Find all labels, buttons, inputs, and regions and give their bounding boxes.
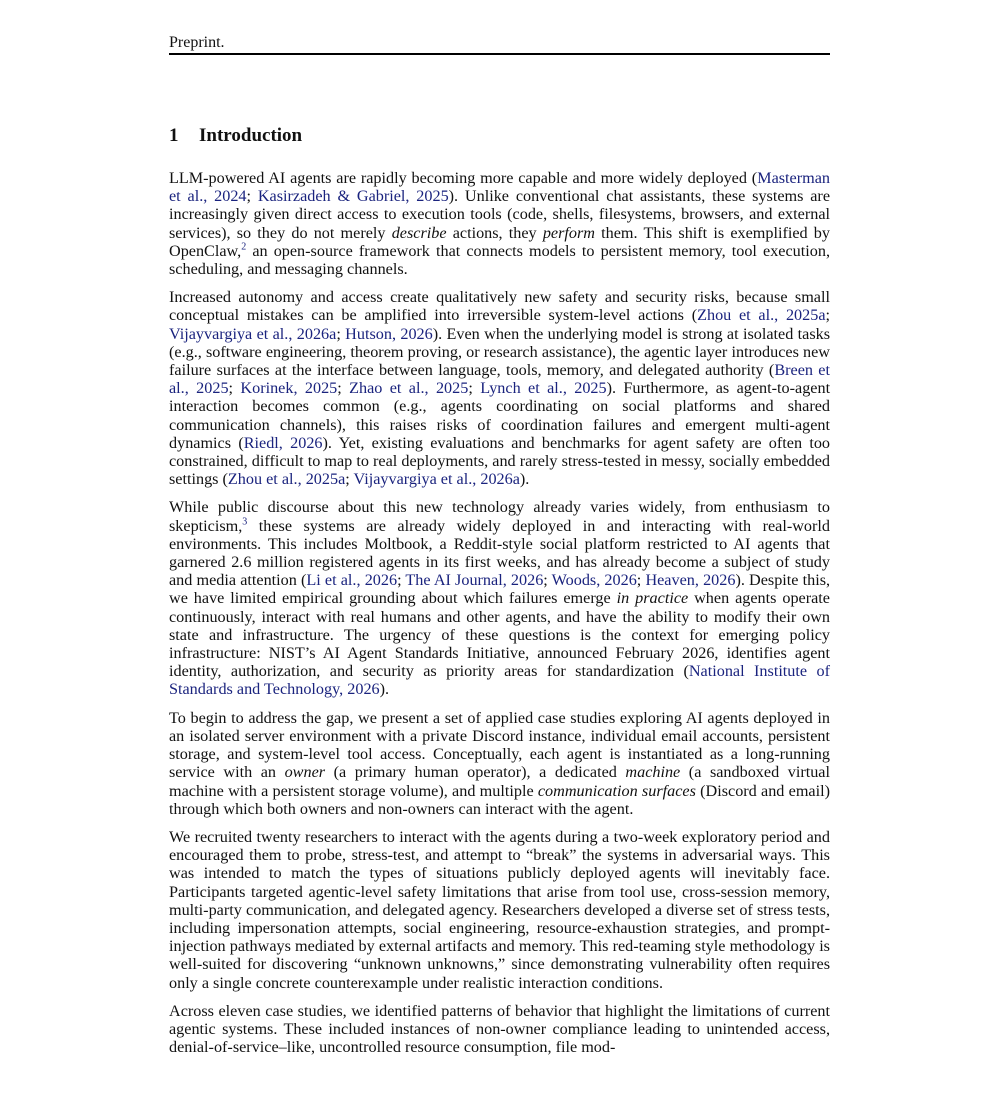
citation-link[interactable]: Vijayvargiya et al., 2026a xyxy=(169,324,337,343)
citation-link[interactable]: Zhao et al., 2025 xyxy=(349,379,469,398)
text-run: ). Yet, existing evaluations and benchmarks for agent safety are often too constrained, difficult to map to real deployments, and rarely stress-tested in messy, socially embedded settings ( xyxy=(169,433,831,489)
citation-link[interactable]: Breen et al., 2025 xyxy=(169,361,830,398)
citation-link[interactable]: National Institute of Standards and Technology, 2026 xyxy=(169,662,831,699)
citation-link[interactable]: Vijayvargiya et al., 2026a xyxy=(353,470,520,489)
citation-link[interactable]: Li et al., 2026 xyxy=(306,571,398,590)
citation-link[interactable]: Zhou et al., 2025a xyxy=(227,470,346,489)
citation-link[interactable]: Korinek, 2025 xyxy=(240,379,338,398)
text-run: ). xyxy=(379,680,390,699)
citation-link[interactable]: Lynch et al., 2025 xyxy=(480,379,607,398)
text-run: Increased autonomy and access create qualitatively new safety and security risks, because small conceptual mistakes can be amplified into irreversible system-level actions ( xyxy=(169,288,830,325)
text-run: (a primary human operator), a dedicated xyxy=(325,763,626,782)
text-run: ). Furthermore, as agent-to-agent interaction becomes common (e.g., agents coordinating on social platforms and shared communication channels), this raises risks of coordination failures and emergent multi-agent dynamics ( xyxy=(169,379,831,452)
text-run: these systems are already widely deployed in and interacting with real-world environments. This includes Moltbook, a Reddit-style social platform restricted to AI agents that garnered 2.6 million registered agents in its first weeks, and has already become a subject of study and media attention ( xyxy=(169,516,830,590)
emphasis: perform xyxy=(542,223,595,242)
section-number: 1 xyxy=(169,125,179,146)
text-run: them. This shift is exemplified by OpenClaw, xyxy=(169,223,830,260)
citation-link[interactable]: Kasirzadeh & Gabriel, 2025 xyxy=(257,187,449,206)
header-rule xyxy=(169,53,830,55)
emphasis: owner xyxy=(284,763,326,782)
section-heading xyxy=(169,125,302,147)
text-run: ). xyxy=(519,470,530,489)
citation-link[interactable]: Masterman et al., 2024 xyxy=(169,169,830,206)
paragraph-6: Across eleven case studies, we identified patterns of behavior that highlight the limitations of current agentic systems. These included instances of non-owner compliance leading to unintended access, denial-of-service–like, uncontrolled resource consumption, file mod- xyxy=(169,1001,830,1057)
paragraph-3: While public discourse about this new technology already varies widely, from enthusiasm to skepticism,$^3$ these systems are already widely deployed in and interacting with real-world environments. This includes Moltbook, a Reddit-style social platform restricted to AI agents that garnered 2.6 million registered agents in its first weeks, and has already become a subject of study and media attention (Li et al., 2026; The AI Journal, 2026; Woods, 2026; Heaven, 2026). Despite this, we have limited empirical grounding about which failures emerge in practice when agents operate continuously, interact with real humans and other agents, and have the ability to modify their own state and infrastructure. The urgency of these questions is the context for emerging policy infrastructure: NIST’s AI Agent Standards Initiative, announced February 2026, identifies agent identity, authorization, and security as priority areas for standardization (National Institute of Standards and Technology, 2026). xyxy=(169,498,831,699)
paragraph-4 xyxy=(169,709,830,818)
paragraph-2: Increased autonomy and access create qualitatively new safety and security risks, because small conceptual mistakes can be amplified into irreversible system-level actions (Zhou et al., 2025a; Vijayvargiya et al., 2026a; Hutson, 2026). Even when the underlying model is strong at isolated tasks (e.g., software engineering, theorem proving, or research assistance), the agentic layer introduces new failure surfaces at the interface between language, tools, memory, and delegated authority (Breen et al., 2025; Korinek, 2025; Zhao et al., 2025; Lynch et al., 2025). Furthermore, as agent-to-agent interaction becomes common (e.g., agents coordinating on social platforms and shared communication channels), this raises risks of coordination failures and emergent multi-agent dynamics (Riedl, 2026). Yet, existing evaluations and benchmarks for agent safety are often too constrained, difficult to map to real deployments, and rarely stress-tested in messy, socially embedded settings (Zhou et al., 2025a; Vijayvargiya et al., 2026a). xyxy=(169,288,831,489)
section-title: Introduction xyxy=(199,125,303,146)
text-run: ). Unlike conventional chat assistants, these systems are increasingly given direct access to execution tools (code, shells, filesystems, browsers, and external services), so they do not merely xyxy=(169,187,831,242)
text-run: LLM-powered AI agents are rapidly becoming more capable and more widely deployed ( xyxy=(169,169,758,187)
emphasis: describe xyxy=(391,223,447,242)
text-run: ). Even when the underlying model is strong at isolated tasks (e.g., software engineering, theorem proving, or research assistance), the agentic layer introduces new failure surfaces at the interface between language, tools, memory, and delegated authority ( xyxy=(169,324,831,380)
emphasis: communication surfaces xyxy=(537,781,696,800)
text-run: actions, they xyxy=(446,223,543,242)
text-run: ). Despite this, we have limited empirical grounding about which failures emerge xyxy=(169,571,831,608)
text-run: (Discord and email) through which both owners and non-owners can interact with the agent. xyxy=(169,781,830,818)
citation-link[interactable]: Woods, 2026 xyxy=(551,571,637,590)
citation-link[interactable]: The AI Journal, 2026 xyxy=(405,571,544,590)
paragraph-1: LLM-powered AI agents are rapidly becoming more capable and more widely deployed (Masterman et al., 2024; Kasirzadeh & Gabriel, 2025). Unlike conventional chat assistants, these systems are increasingly given direct access to execution tools (code, shells, filesystems, browsers, and external services), so they do not merely describe actions, they perform them. This shift is exemplified by OpenClaw,$^2$ an open-source framework that connects models to persistent memory, tool execution, scheduling, and messaging channels. xyxy=(169,169,831,279)
citation-link[interactable]: Zhou et al., 2025a xyxy=(697,306,826,325)
text-run: While public discourse about this new technology already varies widely, from enthusiasm to skepticism, xyxy=(169,498,830,535)
citation-link[interactable]: Hutson, 2026 xyxy=(345,324,433,343)
emphasis: machine xyxy=(625,763,681,782)
citation-link[interactable]: Riedl, 2026 xyxy=(243,433,323,452)
text-run: To begin to address the gap, we present a set of applied case studies exploring AI agents deployed in an isolated server environment with a private Discord instance, individual email accounts, persistent storage, and system-level tool access. Conceptually, each agent is instantiated as a long-running service with an xyxy=(169,708,830,782)
citation-link[interactable]: Heaven, 2026 xyxy=(645,571,736,590)
text-run: (a sandboxed virtual machine with a persistent storage volume), and multiple xyxy=(169,763,830,800)
body-text xyxy=(169,169,830,1066)
paragraph-5: We recruited twenty researchers to interact with the agents during a two-week exploratory period and encouraged them to probe, stress-test, and attempt to “break” the systems in adversarial ways. This was intended to match the types of situations publicly deployed agents will inevitably face. Participants targeted agentic-level safety limitations that arise from tool use, cross-session memory, multi-party communication, and delegated agency. Researchers developed a diverse set of stress tests, including impersonation attempts, social engineering, resource-exhaustion strategies, and prompt-injection pathways mediated by external artifacts and memory. This red-teaming style methodology is well-suited for discovering “unknown unknowns,” since demonstrating vulnerability often requires only a single concrete counterexample under realistic interaction conditions. xyxy=(169,827,830,992)
footnote-marker[interactable]: 3 xyxy=(242,516,248,528)
emphasis: in practice xyxy=(616,589,689,608)
text-run: when agents operate continuously, interact with real humans and other agents, and have the ability to modify their own state and infrastructure. The urgency of these questions is the context for emerging policy infrastructure: NIST’s AI Agent Standards Initiative, announced February 2026, identifies agent identity, authorization, and security as priority areas for standardization ( xyxy=(169,589,830,681)
text-run: an open-source framework that connects models to persistent memory, tool execution, scheduling, and messaging channels. xyxy=(169,241,830,279)
running-header: Preprint. xyxy=(169,34,225,51)
footnote-marker[interactable]: 2 xyxy=(241,241,247,253)
